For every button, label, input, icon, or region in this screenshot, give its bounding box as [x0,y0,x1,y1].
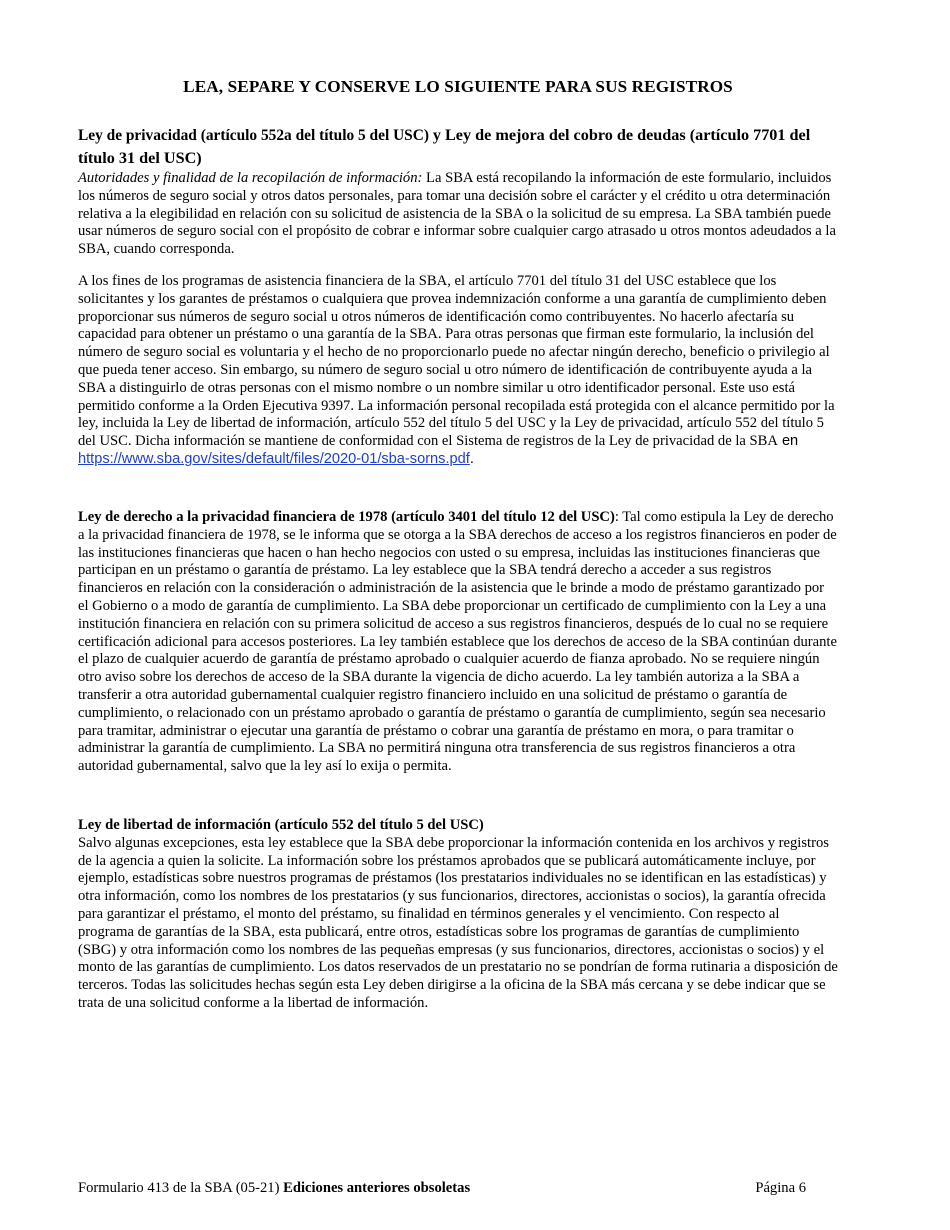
ssn-paragraph [78,273,838,469]
privacy-heading-part1: Ley de privacidad (artículo 552a del título 5 del USC) [78,127,433,144]
authorities-paragraph [78,170,838,259]
financial-privacy-section [78,509,838,776]
authorities-text: La SBA está recopilando la información de este formulario, incluidos los números de seguro social y otros datos personales, para tomar una decisión sobre el carácter y el crédito u otra determinación relativa a la elegibilidad en relación con su solicitud de asistencia de la SBA o la solicitud de su empresa. La SBA también puede usar números de seguro social con el propósito de cobrar e informar sobre cualquier cargo atrasado u otros montos adeudados a la SBA, cuando corresponda. [78,170,836,258]
foia-heading: Ley de libertad de información (artículo 552 del título 5 del USC) [78,817,484,833]
page-title: LEA, SEPARE Y CONSERVE LO SIGUIENTE PARA SUS REGISTROS [183,77,733,96]
authorities-label: Autoridades y finalidad de la recopilación de información: [78,170,423,186]
financial-privacy-heading: Ley de derecho a la privacidad financiera de 1978 (artículo 3401 del título 12 del USC) [78,509,615,525]
ssn-paragraph-section [78,273,838,469]
sba-sorns-link[interactable]: https://www.sba.gov/sites/default/files/2020-01/sba-sorns.pdf [78,450,470,467]
link-suffix: . [469,450,474,467]
financial-privacy-text: : Tal como estipula la Ley de derecho a la privacidad financiera de 1978, se le informa que se otorga a la SBA derechos de acceso a los registros financieros en poder de las instituciones financieras que hacen o han hecho negocios con usted o su empresa, incluidas las instituciones financieras que participan en un préstamo o garantía de préstamo. La ley establece que la SBA tendrá derecho a acceder a sus registros financieros en relación con la consideración o administración de la asistencia que le brinde a modo de préstamo garantizado por el Gobierno o a modo de garantía de cumplimiento. La SBA debe proporcionar un certificado de cumplimiento con la Ley a una institución financiera en relación con su primera solicitud de acceso a sus registros financieros, después de lo cual no se requiere certificación adicional para accesos posteriores. La ley también establece que los derechos de acceso de la SBA continúan durante el plazo de cualquier acuerdo de garantía de préstamo aprobado o cualquier acuerdo de fianza aprobado. No se requiere ningún otro aviso sobre los derechos de acceso de la SBA durante la vigencia de dicho acuerdo. La ley también autoriza a la SBA a transferir a otra autoridad gubernamental cualquier registro financiero incluido en una solicitud de préstamo o garantía de cumplimiento, o relacionado con un préstamo aprobado o garantía de préstamo o garantía de cumplimiento, según sea necesario para tramitar, administrar o ejecutar una garantía de préstamo o cobrar una garantía de préstamo en mora, o para tramitar o administrar la garantía de cumplimiento. La SBA no permitirá ninguna otra transferencia de sus registros financieros a otra autoridad gubernamental, salvo que la ley así lo exija o permita. [78,509,837,775]
page-footer [78,1179,806,1197]
privacy-act-heading [78,124,838,170]
footer-form-label: Formulario 413 de la SBA (05-21) [78,1180,284,1196]
privacy-act-section [78,124,838,259]
link-prefix: en [777,433,799,450]
page-number: Página 6 [755,1180,806,1196]
footer-obsolete-note: Ediciones anteriores obsoletas [283,1180,471,1196]
ssn-paragraph-text: A los fines de los programas de asistencia financiera de la SBA, el artículo 7701 del título 31 del USC establece que los solicitantes y los garantes de préstamos o cualquiera que provea indemnización conforme a una garantía de cumplimiento deben proporcionar sus números de seguro social u otros números de identificación como contribuyentes. No hacerlo afectaría su capacidad para obtener un préstamo o una garantía de la SBA. Para otras personas que firman este formulario, la inclusión del número de seguro social es voluntaria y el hecho de no proporcionarlo puede no afectar ningún derecho, beneficio o privilegio al que pueda tener acceso. Sin embargo, su número de seguro social u otro número de identificación de contribuyente ayuda a la SBA a distinguirlo de otras personas con el mismo nombre o un nombre similar u otro identificador personal. Este uso está permitido conforme a la Orden Ejecutiva 9397. La información personal recopilada está protegida con el alcance permitido por la ley, incluida la Ley de libertad de información, artículo 552 del título 5 del USC y la Ley de privacidad, artículo 552 del título 5 del USC. Dicha información se mantiene de conformidad con el Sistema de registros de la Ley de privacidad de la SBA [78,273,835,450]
foia-section [78,817,838,1013]
financial-privacy-paragraph [78,509,838,776]
foia-text: Salvo algunas excepciones, esta ley establece que la SBA debe proporcionar la información contenida en los archivos y registros de la agencia a quien la solicite. La información sobre los préstamos aprobados que se publicará automáticamente incluye, por ejemplo, estadísticas sobre nuestros programas de préstamos (los prestatarios individuales no se identifican en las estadísticas) y otra información, como los nombres de los prestatarios (y sus funcionarios, directores, accionistas o socios), la garantía ofrecida para garantizar el préstamo, el monto del préstamo, su finalidad en términos generales y el vencimiento. Con respecto al programa de garantías de la SBA, esta publicará, entre otros, estadísticas sobre los programas de garantías de cumplimiento (SBG) y otra información como los nombres de las pequeñas empresas (y sus funcionarios, directores, accionistas o socios) y el monto de las garantías de cumplimiento. Los datos reservados de un prestatario no se pondrían de forma rutinaria a disposición de terceros. Todas las solicitudes hechas según esta Ley deben dirigirse a la oficina de la SBA más cercana y se debe indicar que se trata de una solicitud conforme a la libertad de información. [78,834,838,1011]
privacy-heading-part2: y Ley de mejora del cobro de deudas (artículo 7701 del título 31 del USC) [78,126,811,167]
